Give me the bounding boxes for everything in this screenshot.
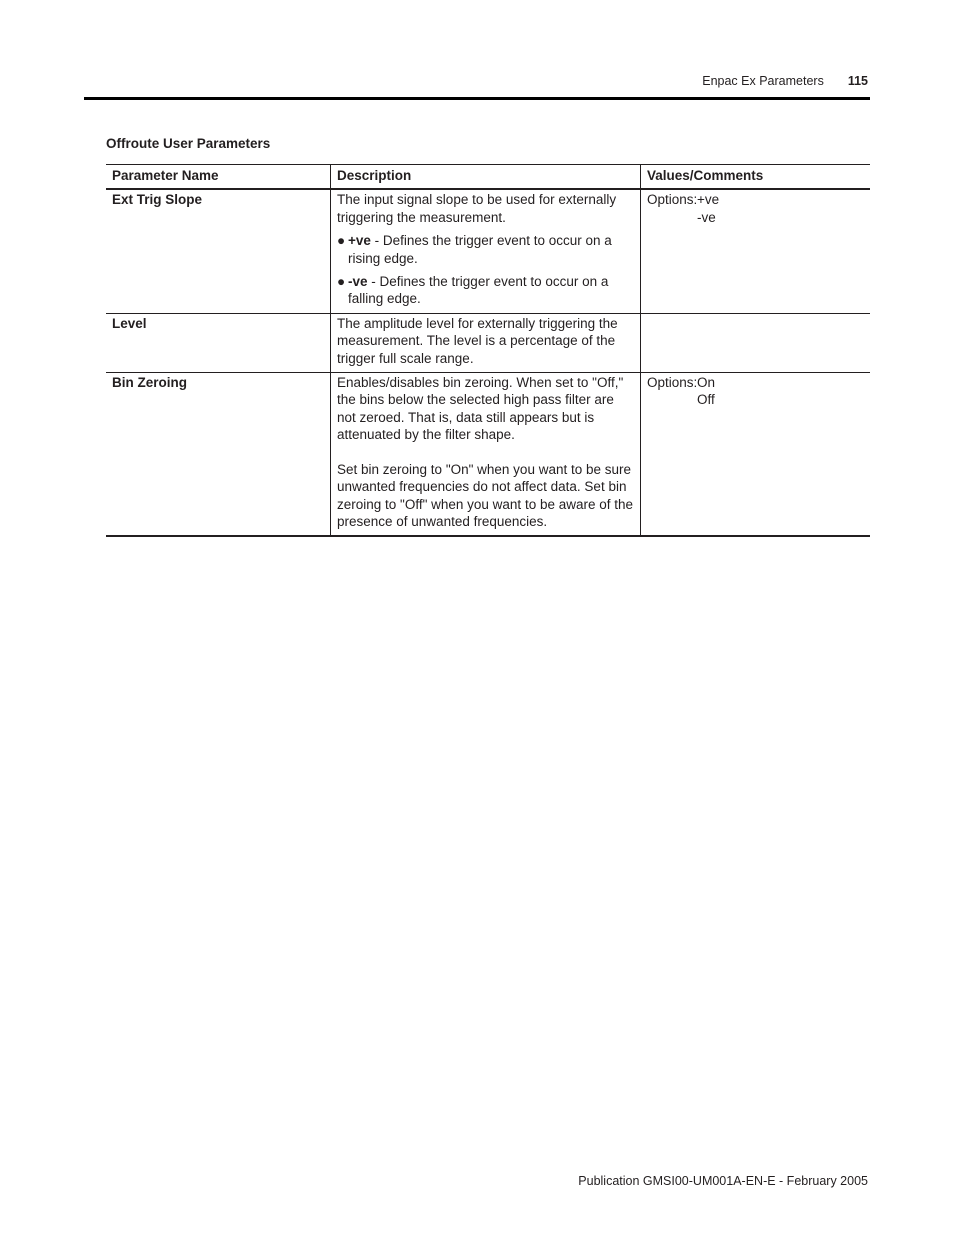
page-number: 115 (847, 74, 868, 88)
bullet-text: - Defines the trigger event to occur on a falling edge. (348, 274, 609, 307)
header-section-name: Enpac Ex Parameters (702, 74, 824, 88)
table-header-row (106, 165, 870, 190)
table-title: Offroute User Parameters (106, 136, 271, 151)
bullet-icon: ● (337, 274, 346, 290)
option-value: -ve (697, 209, 716, 225)
options-label: Options: (647, 192, 698, 208)
description-text: The input signal slope to be used for externally triggering the measurement. (337, 192, 617, 225)
option-value: Off (697, 392, 715, 408)
bullet-term: +ve (348, 233, 371, 249)
parameter-description (331, 189, 641, 313)
parameter-name: Level (106, 313, 331, 372)
parameter-values (641, 189, 871, 313)
bullet-text: - Defines the trigger event to occur on a rising edge. (348, 233, 612, 266)
parameter-description (331, 313, 641, 372)
option-value: +ve (697, 192, 720, 208)
column-header-values: Values/Comments (641, 165, 871, 190)
parameter-name: Bin Zeroing (106, 373, 331, 537)
option-value: On (697, 375, 716, 391)
bullet-content (348, 273, 634, 308)
publication-footer: Publication GMSI00-UM001A-EN-E - February 2005 (578, 1174, 868, 1188)
parameter-name: Ext Trig Slope (106, 189, 331, 313)
options-label: Options: (647, 375, 698, 391)
column-header-description: Description (331, 165, 641, 190)
table-row (106, 313, 870, 372)
bullet-icon: ● (337, 233, 346, 249)
description-text: Set bin zeroing to "On" when you want to be sure unwanted frequencies do not affect data. Set bin zeroing to "Off" when you want to be aware of the presence of unwanted frequencies. (337, 461, 634, 529)
parameters-table (106, 164, 870, 537)
table-row (106, 373, 870, 537)
description-text: Enables/disables bin zeroing. When set to "Off," the bins below the selected high pass filter are not zeroed. That is, data still appears but is attenuated by the filter shape. (337, 375, 624, 443)
parameter-description (331, 373, 641, 537)
bullet-content (348, 232, 634, 267)
running-header (702, 74, 868, 88)
header-rule (84, 97, 870, 100)
option-line (647, 374, 864, 391)
parameter-values (641, 373, 871, 537)
column-header-name: Parameter Name (106, 165, 331, 190)
bullet-item (337, 232, 634, 267)
parameter-values (641, 313, 871, 372)
bullet-item (337, 273, 634, 308)
bullet-term: -ve (348, 274, 368, 290)
option-line (647, 191, 864, 208)
description-text: The amplitude level for externally triggering the measurement. The level is a percentage of the trigger full scale range. (337, 315, 618, 366)
table-row (106, 189, 870, 313)
